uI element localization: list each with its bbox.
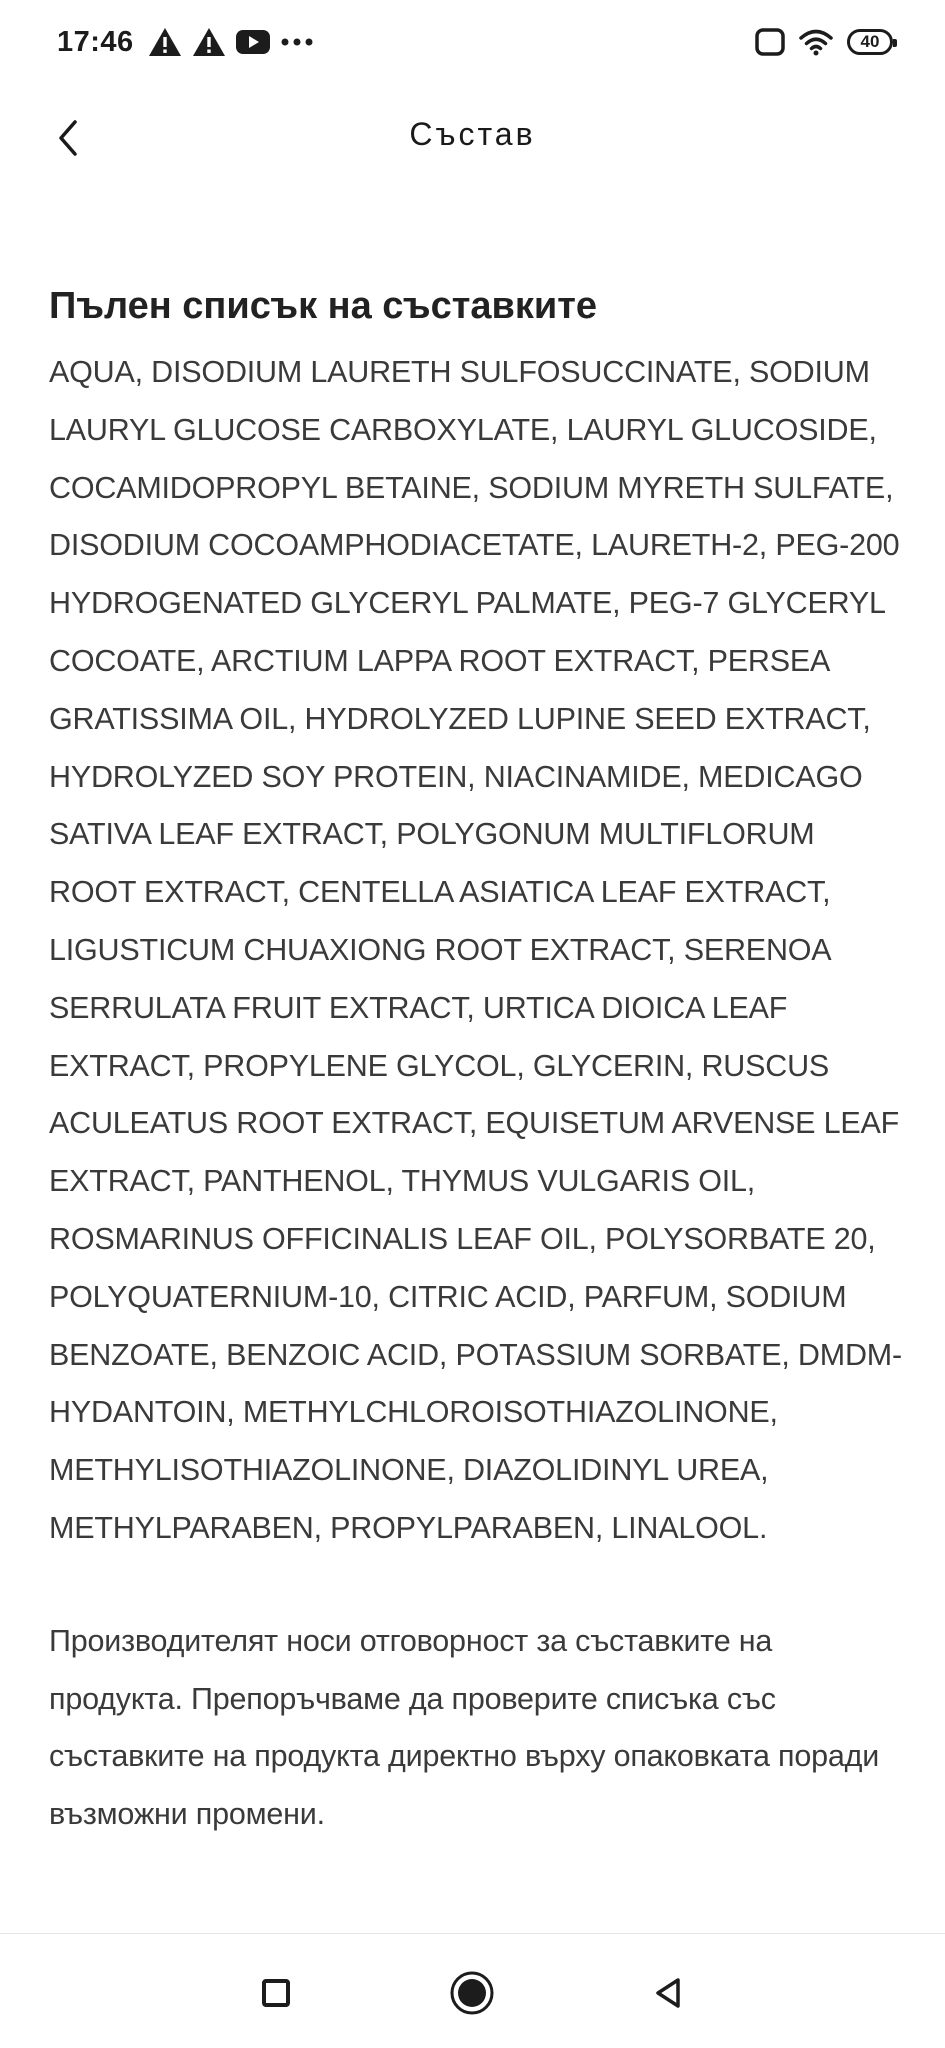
screen-icon bbox=[755, 28, 785, 56]
wifi-icon bbox=[799, 28, 833, 56]
status-time: 17:46 bbox=[57, 25, 134, 58]
youtube-icon bbox=[236, 29, 270, 55]
app-header bbox=[0, 98, 945, 178]
page-title: Състав bbox=[409, 116, 536, 152]
status-bar bbox=[0, 0, 945, 84]
warning-icon bbox=[148, 27, 182, 57]
home-button[interactable] bbox=[437, 1958, 507, 2028]
section-heading: Пълен списък на съставките bbox=[49, 285, 597, 327]
disclaimer-text: Производителят носи отговорност за съставките на продукта. Препоръчваме да проверите списъка със съставките на продукта директно върху опаковката поради възможни промени. bbox=[49, 1623, 880, 1832]
ingredients-list: AQUA, DISODIUM LAURETH SULFOSUCCINATE, SODIUM LAURYL GLUCOSE CARBOXYLATE, LAURYL GLUCOSIDE, COCAMIDOPROPYL BETAINE, SODIUM MYRETH SULFATE, DISODIUM COCOAMPHODIACETATE, LAURETH-2, PEG-200 HYDROGENATED GLYCERYL PALMATE, PEG-7 GLYCERYL COCOATE, ARCTIUM LAPPA ROOT EXTRACT, PERSEA GRATISSIMA OIL, HYDROLYZED LUPINE SEED EXTRACT, HYDROLYZED SOY PROTEIN, NIACINAMIDE, MEDICAGO SATIVA LEAF EXTRACT, POLYGONUM MULTIFLORUM ROOT EXTRACT, CENTELLA ASIATICA LEAF EXTRACT, LIGUSTICUM CHUAXIONG ROOT EXTRACT, SERENOA SERRULATA FRUIT EXTRACT, URTICA DIOICA LEAF EXTRACT, PROPYLENE GLYCOL, GLYCERIN, RUSCUS ACULEATUS ROOT EXTRACT, EQUISETUM ARVENSE LEAF EXTRACT, PANTHENOL, THYMUS VULGARIS OIL, ROSMARINUS OFFICINALIS LEAF OIL, POLYSORBATE 20, POLYQUATERNIUM-10, CITRIC ACID, PARFUM, SODIUM BENZOATE, BENZOIC ACID, POTASSIUM SORBATE, DMDM-HYDANTOIN, METHYLCHLOROISOTHIAZOLINONE, METHYLISOTHIAZOLINONE, DIAZOLIDINYL UREA, METHYLPARABEN, PROPYLPARABEN, LINALOOL. bbox=[49, 355, 902, 1545]
back-triangle-icon bbox=[652, 1977, 684, 2009]
system-nav-bar bbox=[0, 1933, 945, 2048]
battery-icon: 40 bbox=[847, 29, 893, 55]
recents-icon bbox=[261, 1978, 291, 2008]
status-bar-right bbox=[741, 28, 893, 56]
status-bar-left bbox=[57, 26, 324, 59]
home-icon bbox=[449, 1970, 495, 2016]
ingredients-section bbox=[49, 280, 904, 1844]
recents-button[interactable] bbox=[241, 1958, 311, 2028]
warning-icon bbox=[192, 27, 226, 57]
more-icon bbox=[280, 37, 314, 47]
system-back-button[interactable] bbox=[633, 1958, 703, 2028]
